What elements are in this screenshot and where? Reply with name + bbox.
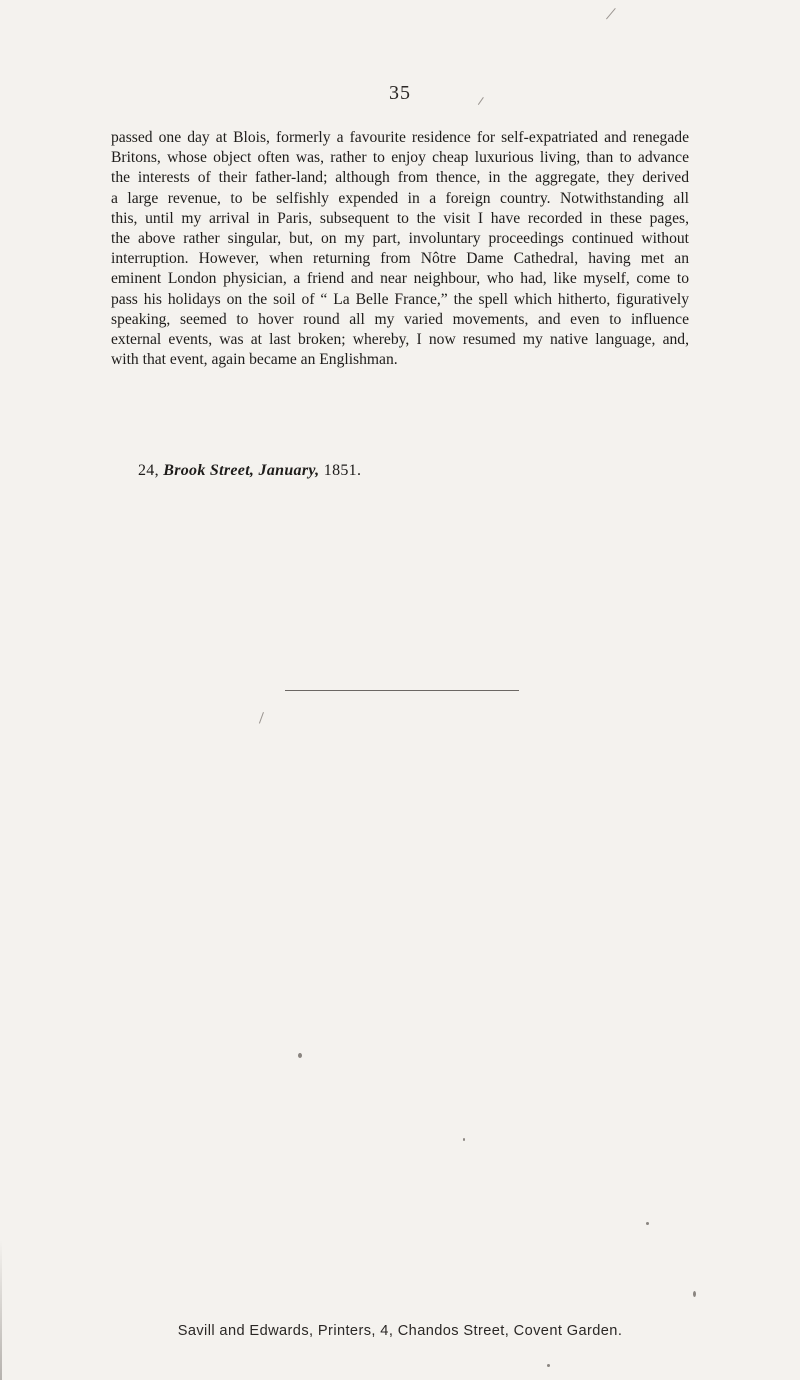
section-divider — [285, 690, 519, 691]
text-line: a large revenue, to be selfishly expended in a foreign country. Notwithstanding all — [111, 189, 689, 207]
signoff-place: Brook Street, January, — [163, 462, 320, 479]
page-number: 35 — [389, 82, 411, 104]
text-line: interruption. However, when returning from Nôtre Dame Cathedral, having met an — [111, 250, 689, 268]
text-line: Britons, whose object often was, rather to enjoy cheap luxurious living, than to advance — [111, 149, 689, 167]
body-text — [111, 128, 689, 370]
text-line: eminent London physician, a friend and near neighbour, who had, like myself, come to — [111, 270, 689, 288]
scan-speck — [693, 1291, 696, 1297]
text-line: passed one day at Blois, formerly a favourite residence for self-expatriated and renegade — [111, 129, 689, 146]
scan-edge — [0, 1240, 2, 1380]
text-line: with that event, again became an Englishman. — [111, 351, 398, 369]
signoff-number: 24, — [138, 462, 159, 479]
text-line: the interests of their father-land; although from thence, in the aggregate, they derived — [111, 169, 689, 187]
scan-speck — [646, 1222, 649, 1225]
signoff-year: 1851. — [323, 462, 362, 479]
text-line: the above rather singular, but, on my part, involuntary proceedings continued without — [111, 230, 689, 248]
scan-mark — [259, 712, 264, 724]
signoff — [138, 462, 361, 480]
text-line: speaking, seemed to hover round all my varied movements, and even to influence — [111, 310, 689, 328]
scan-mark — [606, 8, 616, 19]
scan-speck — [547, 1364, 550, 1367]
text-line: pass his holidays on the soil of “ La Belle France,” the spell which hitherto, figuratively — [111, 290, 689, 308]
printer-imprint: Savill and Edwards, Printers, 4, Chandos Street, Covent Garden. — [177, 1323, 623, 1339]
scan-speck — [463, 1138, 465, 1141]
scan-speck — [298, 1053, 302, 1058]
text-line: this, until my arrival in Paris, subsequent to the visit I have recorded in these pages, — [111, 209, 689, 227]
text-line: external events, was at last broken; whereby, I now resumed my native language, and, — [111, 331, 689, 349]
